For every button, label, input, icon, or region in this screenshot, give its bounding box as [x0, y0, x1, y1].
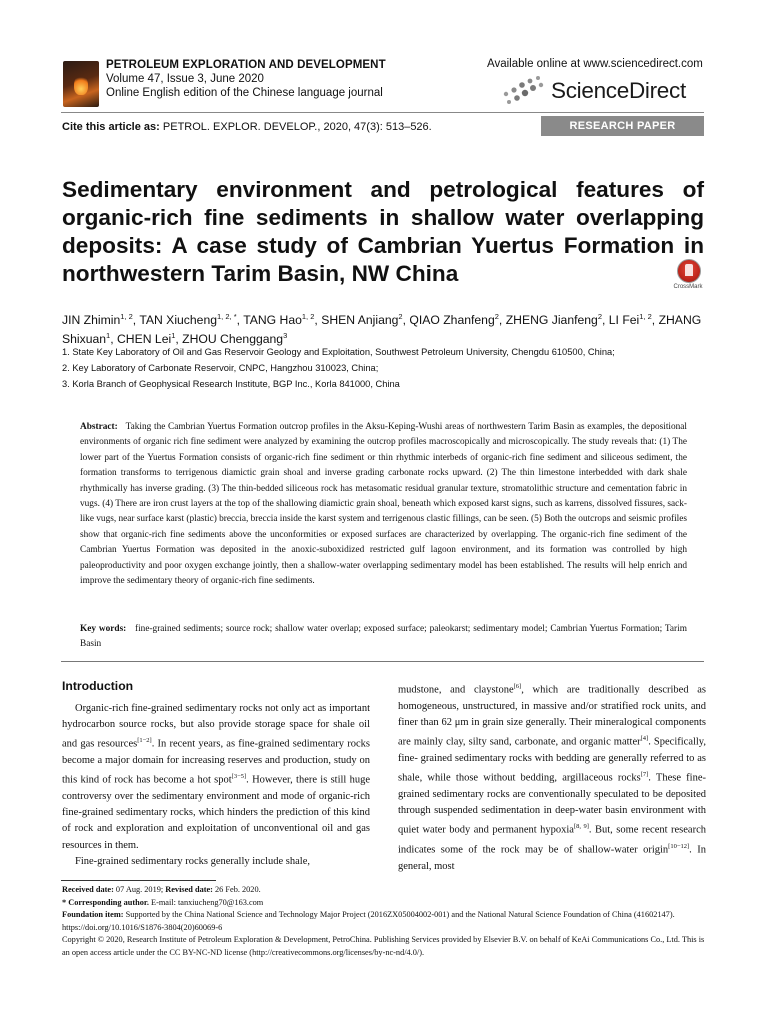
journal-cover-logo — [63, 61, 99, 107]
author-affiliation-marker: 1 — [106, 331, 111, 341]
intro-paragraph-1: Organic-rich fine-grained sedimentary rocks not only act as important hydrocarbon source rocks, but also provide storage space for shale oil and gas resources[1−2]. In recent years, as fine-grained sedimentary rocks become a major domain for increasing reserves and production, study on this kind of rock has become a hot spot[3−5]. However, there is still huge controversy over the sedimentary environment and mode of organic-rich fine-grained sedimentary rocks, which hinders the prediction of this kind of rock and exploration and exploitation of unconventional oil and gas resources in them. — [62, 703, 371, 851]
foundation-line — [62, 909, 705, 922]
affiliation-2: 2. Key Laboratory of Carbonate Reservoir, CNPC, Hangzhou 310023, China; — [62, 363, 379, 373]
dates-line — [62, 884, 705, 897]
crossmark-icon[interactable] — [673, 259, 703, 295]
journal-name: PETROLEUM EXPLORATION AND DEVELOPMENT — [106, 59, 386, 71]
keywords-label: Key words: — [80, 624, 127, 634]
citation-reference[interactable]: [10−12] — [668, 842, 690, 850]
revised-label: Revised date: — [165, 885, 213, 894]
keywords — [80, 622, 687, 653]
citation-reference[interactable]: [6] — [513, 683, 522, 690]
citation-reference[interactable]: [4] — [640, 735, 649, 743]
abstract-label: Abstract: — [80, 422, 118, 432]
citation-label: Cite this article as: — [62, 121, 160, 133]
author-name: ZHANG Shixuan — [62, 313, 702, 347]
abstract — [80, 420, 687, 589]
received-label: Received date: — [62, 885, 114, 894]
author-affiliation-marker: 3 — [283, 331, 288, 341]
author-affiliation-marker: 2 — [398, 312, 403, 321]
citation-reference[interactable]: [1−2] — [137, 737, 152, 745]
affiliation-1: 1. State Key Laboratory of Oil and Gas Reservoir Geology and Exploitation, Southwest Petroleum University, Chengdu 610500, China; — [62, 347, 615, 357]
author-affiliation-marker: 1, 2, * — [217, 312, 237, 321]
author-affiliation-marker: 1, 2 — [120, 312, 133, 321]
citation-reference[interactable]: [8, 9] — [573, 823, 589, 831]
author-affiliation-marker: 2 — [597, 312, 602, 321]
intro-paragraph-continued: mudstone, and claystone[6], which are traditionally described as homogeneous, unstructured, in massive and/or stratified rock units, and finer than 62 μm in grain size generally. Their mineralogical components are mainly clay, silty sand, carbonate, and organic matter[4]. Specifically, fine- grained sedimentary rocks with bedding are generally referred to as shale, while those without bedding, argillaceous rocks[7]. These fine-grained sedimentary rocks are conventionally speculated to be deposited through suspended sedimentation in deep-water basin environment with quiet water body and permanent hypoxia[8, 9]. But, some recent research indicates some of the rock may be of shallow-water origin[10−12]. In general, most — [398, 683, 707, 872]
author-name: QIAO Zhanfeng — [409, 313, 495, 328]
copyright-text: Copyright © 2020, Research Institute of Petroleum Exploration & Development, PetroChina. Publishing Services provided by Elsevier B.V. on behalf of KeAi Communications Co., Ltd. This is an open access article under the CC BY-NC-ND license (http://creativecommons.org/licenses/by-nc-nd/4.0/). — [62, 935, 705, 957]
foundation-label: Foundation item: — [62, 910, 124, 920]
footnote-divider — [61, 880, 216, 881]
doi-link[interactable]: https://doi.org/10.1016/S1876-3804(20)60069-6 — [62, 922, 223, 932]
author-name: JIN Zhimin — [62, 313, 121, 328]
article-type-badge: RESEARCH PAPER — [541, 116, 704, 136]
author-list: JIN Zhimin$^{1, 2}$, TAN Xiucheng$^{1, 2, *}$, TANG Hao$^{1, 2}$, SHEN Anjiang$^2$, QIAO Zhanfeng$^2$, ZHENG Jianfeng$^2$, LI Fei$^{1, 2}$, ZHANG Shixuan$^1$, CHEN Lei$^1$, ZHOU Chenggang$^3$ — [62, 312, 702, 347]
author-name: CHEN Lei — [117, 332, 172, 347]
corresponding-email[interactable]: E-mail: tanxiucheng70@163.com — [151, 897, 264, 907]
section-heading-introduction: Introduction — [62, 679, 134, 693]
citation-reference[interactable]: [7] — [640, 771, 649, 779]
header-divider — [61, 112, 704, 113]
available-online-text[interactable]: Available online at www.sciencedirect.com — [487, 58, 703, 70]
article-footnotes — [62, 884, 705, 960]
keywords-text: fine-grained sediments; source rock; shallow water overlap; exposed surface; paleokarst; sedimentary model; Cambrian Yuertus Formation; Tarim Basin — [80, 624, 687, 650]
corresponding-line — [62, 897, 705, 910]
crossmark-label: CrossMark — [673, 284, 703, 290]
corresponding-label: * Corresponding author. — [62, 897, 149, 907]
citation-text: PETROL. EXPLOR. DEVELOP., 2020, 47(3): 513–526. — [162, 121, 432, 133]
journal-volume: Volume 47, Issue 3, June 2020 — [106, 73, 264, 85]
author-name: ZHOU Chenggang — [182, 332, 284, 347]
author-name: TAN Xiucheng — [139, 313, 218, 328]
author-affiliation-marker: 1, 2 — [301, 312, 315, 321]
affiliation-3: 3. Korla Branch of Geophysical Research Institute, BGP Inc., Korla 841000, China — [62, 379, 400, 389]
sciencedirect-dots-icon — [500, 75, 546, 105]
body-column-left — [62, 701, 370, 870]
citation-reference[interactable]: [3−5] — [231, 773, 247, 781]
author-affiliation-marker: 2 — [494, 312, 499, 321]
abstract-text: Taking the Cambrian Yuertus Formation outcrop profiles in the Aksu-Keping-Wushi areas of northwestern Tarim Basin as examples, the depositional environments of organic rich fine sediment were analyzed by examining the outcrop profiles macroscopically and microscopically. The study reveals that: (1) The lower part of the Yuertus Formation consists of organic-rich fine sediment or thin rhythmic interbeds of organic-rich fine sediment and siliceous sediment, the formation transforms to terrigenous diamictic grain shoal and inverse grading carbonate rocks upward. (2) The thin limestone interbedded with dark shale rhythmically has inverse grading. (3) The thin-bedded siliceous rock has metasomatic residual granular texture, stromatolithic structure and cementation fabric in vugs. (4) There are iron crust layers at the top of the shallowing diamictic grain shoal, beneath which exposed karst signs, such as karrens, dissolved fissures, sack-like vugs, near surface karst (plastic) breccia, breccia inside the karst system and terrigenous clastic fillings, can be seen. (5) Both the outcrops and seismic profiles show that organic-rich fine sediments above the unconformities or exposed surfaces are characterized by overlapping. The organic-rich fine sediment of the Cambrian Yuertus Formation was deposited in the anoxic-suboxidized restricted gulf lagoon environment, and its formation was controlled by high paleoproductivity and poor oxygen exchange jointly, then a shallow-water overlapping sedimentary model has been established. The results will help enrich and improve the sedimentary theory of organic-rich fine sediments. — [80, 422, 687, 587]
revised-date: 26 Feb. 2020. — [215, 885, 261, 894]
body-column-right — [398, 679, 706, 875]
author-name: SHEN Anjiang — [321, 313, 399, 328]
intro-paragraph-2: Fine-grained sedimentary rocks generally include shale, — [75, 855, 310, 867]
article-title: Sedimentary environment and petrological features of organic-rich fine sediments in shallow water overlapping deposits: A case study of Cambrian Yuertus Formation in northwestern Tarim Basin, NW China — [62, 177, 704, 286]
author-name: TANG Hao — [243, 313, 302, 328]
author-affiliation-marker: 1, 2 — [639, 312, 652, 321]
author-affiliation-marker: 1 — [171, 331, 176, 341]
sciencedirect-logo[interactable]: ScienceDirect — [551, 78, 686, 103]
author-name: ZHENG Jianfeng — [505, 313, 598, 328]
received-date: 07 Aug. 2019; — [115, 885, 164, 894]
journal-edition: Online English edition of the Chinese language journal — [106, 87, 383, 99]
section-divider — [61, 661, 704, 662]
foundation-text: Supported by the China National Science and Technology Major Project (2016ZX05004002-001) and the National Natural Science Foundation of China (41602147). — [125, 910, 675, 920]
author-name: LI Fei — [608, 313, 640, 328]
citation-line — [62, 121, 432, 133]
